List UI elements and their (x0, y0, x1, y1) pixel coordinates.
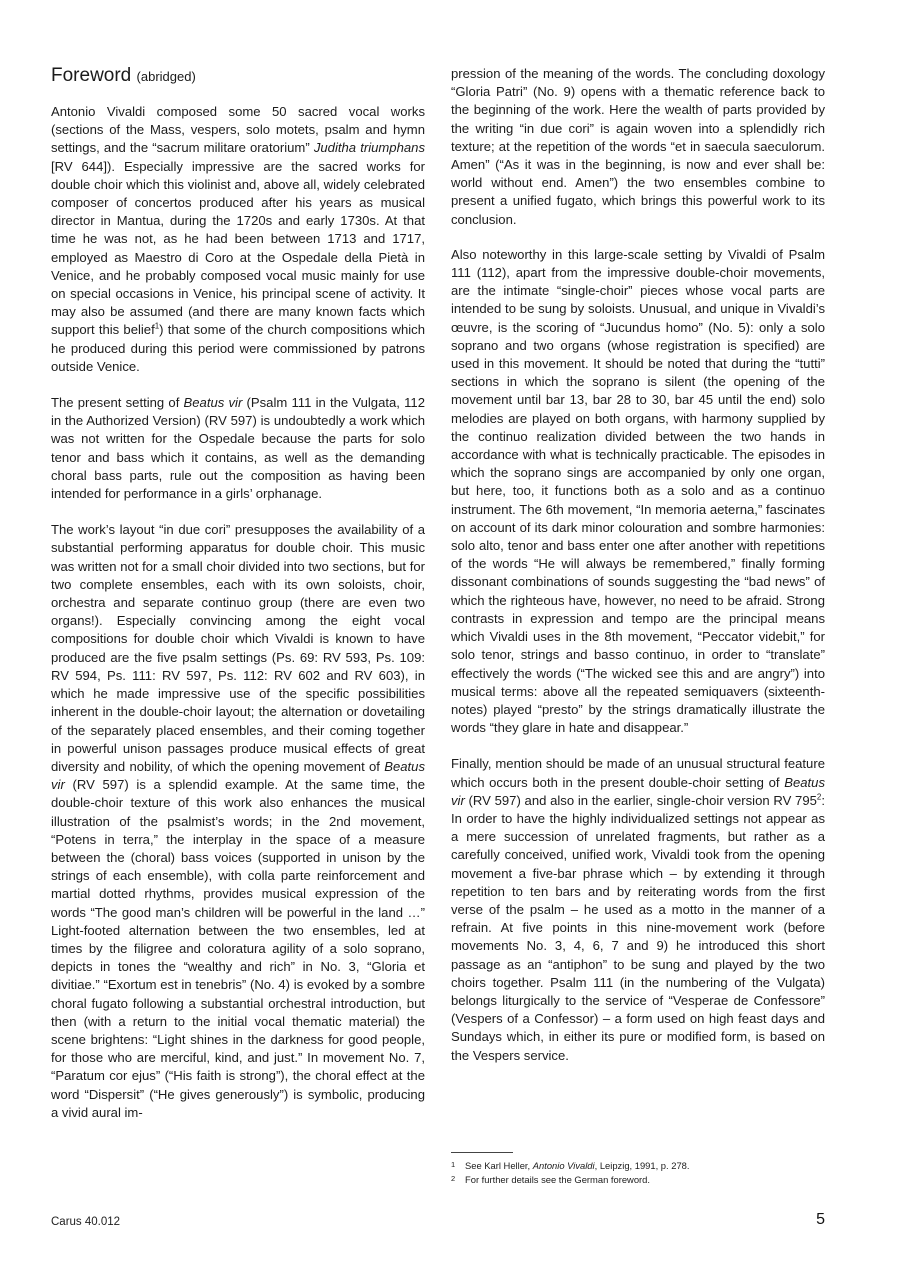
footnote-text: , Leipzig, 1991, p. 278. (594, 1160, 690, 1171)
footnote-ref-1: 1 (154, 322, 160, 332)
text-run: The present setting of (51, 395, 184, 411)
footnote-divider (451, 1152, 513, 1153)
text-run: The work’s layout “in due cori” presupposes the availability of a substantial performing apparatus for double choir. This music was written not for a small choir divided into two sections, but for two complete ensembles, each with its own soloists, choir, orchestra and separate continuo group (there are even two organs!). Especially convincing among the eight vocal compositions for double choir which Vivaldi is known to have produced are the five psalm settings (Ps. 69: RV 593, Ps. 109: RV 594, Ps. 111: RV 597, Ps. 112: RV 602 and RV 603), in which he made impressive use of the specific possibilities inherent in the double-choir layout; the alternation or dovetailing of the separately placed ensembles, and their coming together in powerful unison passages produce musical effects of great diversity and nobility, of which the opening movement of (51, 522, 425, 774)
paragraph-right-2: Also noteworthy in this large-scale setting by Vivaldi of Psalm 111 (112), apart from the impressive double-choir movements, are the intimate “single-choir” pieces whose vocal parts are intended to be sung by soloists. Unusual, and unique in Vivaldi’s œuvre, is the scoring of “Jucundus homo” (No. 5): only a solo soprano and two organs (whose registration is specified) are used in this movement. It should be noted that during the “tutti” sections in which the soprano is silent (the opening of the movement until bar 13, bar 28 to 30, bar 45 until the end) solo melodies are played on both organs, with harmony supplied by the continuo realization divided between the two hands in accordance with what is technically practicable. The episodes in which the soprano sings are accompanied by only one organ, but here, too, it functions both as a solo and as a continuo instrument. The 6th movement, “In memoria aeterna,” fascinates on account of its dark minor colouration and sombre harmonies: solo alto, tenor and bass enter one after another with repetitions of the words “He will always be remembered,” finally forming dissonant combinations of sounds suggesting the “bad news” of which the righteous have, however, no need to be afraid. Strong contrasts in expression and tempo are the principal means which Vivaldi uses in the 8th movement, “Peccator videbit,” for solo tenor, strings and basso continuo, in order to “translate” effectively the words (“The wicked see this and are angry”) into musical terms: above all the repeated semiquavers (sixteenth-notes) played “presto” by the strings dramatically illustrate the words “they glare in hate and disappear.” (451, 246, 825, 736)
title-note: (abridged) (136, 69, 196, 84)
page-number: 5 (816, 1211, 825, 1228)
paragraph-left-2 (51, 394, 425, 503)
text-run: Finally, mention should be made of an unusual structural feature which occurs both in the present double-choir setting of (451, 756, 825, 790)
footnote-text: For further details see the German foreword. (465, 1174, 650, 1185)
text-run: (Psalm 111 in the Vulgata, 112 in the Authorized Version) (RV 597) is undoubtedly a work which was not written for the Ospedale because the parts for solo tenor and bass which it contains, as well as the demanding choral bass parts, rule out the composition as having been intended for performance in a girls’ orphanage. (51, 395, 425, 502)
footnote-number: 2 (451, 1174, 456, 1183)
work-title: Beatus vir (451, 774, 825, 808)
footnote-number: 1 (451, 1160, 456, 1169)
paragraph-right-1: pression of the meaning of the words. The concluding doxology “Gloria Patri” (No. 9) opens with a thematic reference back to the beginning of the work. Here the wealth of parts provided by the writing “in due cori” is again woven into a splendidly rich texture; at the repetition of the words “et in saecula saeculorum. Amen” (“As it was in the beginning, is now and ever shall be: world without end. Amen”) the two ensembles combine to present a unified fugato, which brings this powerful work to its conclusion. (451, 66, 825, 227)
work-title: Juditha triumphans (313, 140, 425, 156)
paragraph-right-3 (451, 755, 825, 1064)
footer-publisher-ref: Carus 40.012 (51, 1216, 121, 1228)
text-run: (RV 597) and also in the earlier, single-choir version RV 795 (464, 792, 817, 808)
text-run: [RV 644]). Especially impressive are the sacred works for double choir which this violinist and, above all, widely celebrated composer of concertos produced after his years as musical director in Mantua, during the 1720s and early 1730s. At that time he was not, as he had been between 1713 and 1717, employed as Maestro di Coro at the Ospedale della Pietà in Venice, and he probably composed vocal music mainly for use on special occasions in Venice, his principal scene of activity. It may also be assumed (and there are many known facts which support this belief (51, 158, 425, 338)
right-column (451, 65, 825, 1083)
text-run: Antonio Vivaldi composed some 50 sacred vocal works (sections of the Mass, vespers, solo motets, psalm and hymn settings, and the “sacrum militare oratorium” (51, 104, 425, 156)
footnote-ref-2: 2 (816, 792, 822, 802)
paragraph-left-3 (51, 521, 425, 1122)
work-title: Beatus vir (51, 758, 425, 793)
page-title (51, 62, 425, 91)
work-title: Beatus vir (183, 395, 243, 411)
title-text: Foreword (51, 65, 132, 86)
paragraph-left-1 (51, 103, 425, 376)
text-run: : In order to have the highly individualized settings not appear as a mere succession of unrelated fragments, but rather as a carefully conceived, unified work, Vivaldi took from the opening movement a five-bar phrase which – by extending it through repetition to ten bars and by reiterating words from the first verse of the psalm – he used as a motto in the manner of a refrain. At five points in this nine-movement work (before movements No. 3, 4, 6, 7 and 9) he introduced this short passage as an “antiphon” to be sung and played by the two choirs together. Psalm 111 (in the numbering of the Vulgata) belongs liturgically to the service of “Vesperae de Confessore” (Vespers of a Confessor) – a form used on high feast days and Sundays which, in either its pure or modified form, is based on the Vespers service. (451, 792, 825, 1063)
text-run: ) that some of the church compositions which he produced during this period were commissioned by patrons outside Venice. (51, 322, 425, 374)
footnote-text: See Karl Heller, (465, 1160, 533, 1171)
footnote-1 (451, 1159, 825, 1173)
footnote-book-title: Antonio Vivaldi (532, 1160, 595, 1171)
left-column (51, 62, 425, 1140)
footnotes (451, 1152, 825, 1187)
text-run: (RV 597) is a splendid example. At the same time, the double-choir texture of this work also enhances the musical illustration of the psalmist’s words; in the 2nd movement, “Potens in terra,” the interplay in the space of a measure between the (choral) bass voices (supported in unison by the strings of each ensemble), with colla parte reinforcement and martial dotted rhythms, provides musical expression of the words “The good man’s children will be powerful in the land …” Light-footed alternation between the two ensembles, led at times by the filigree and coloratura agility of a solo soprano, depicts in tones the “wealthy and rich” in No. 3, “Gloria et divitiae.” “Exortum est in tenebris” (No. 4) is evoked by a sombre choral fugato following a substantial orchestral introduction, but then (with a return to the initial vocal thematic material) the scene brightens: “Light shines in the darkness for good people, for those who are merciful, kind, and just.” In movement No. 7, “Paratum cor ejus” (“His faith is strong”), the choral effect at the word “Dispersit” (“He gives generously”) is symbolic, producing a vivid aural im- (51, 777, 425, 1120)
footnote-2 (451, 1173, 825, 1187)
